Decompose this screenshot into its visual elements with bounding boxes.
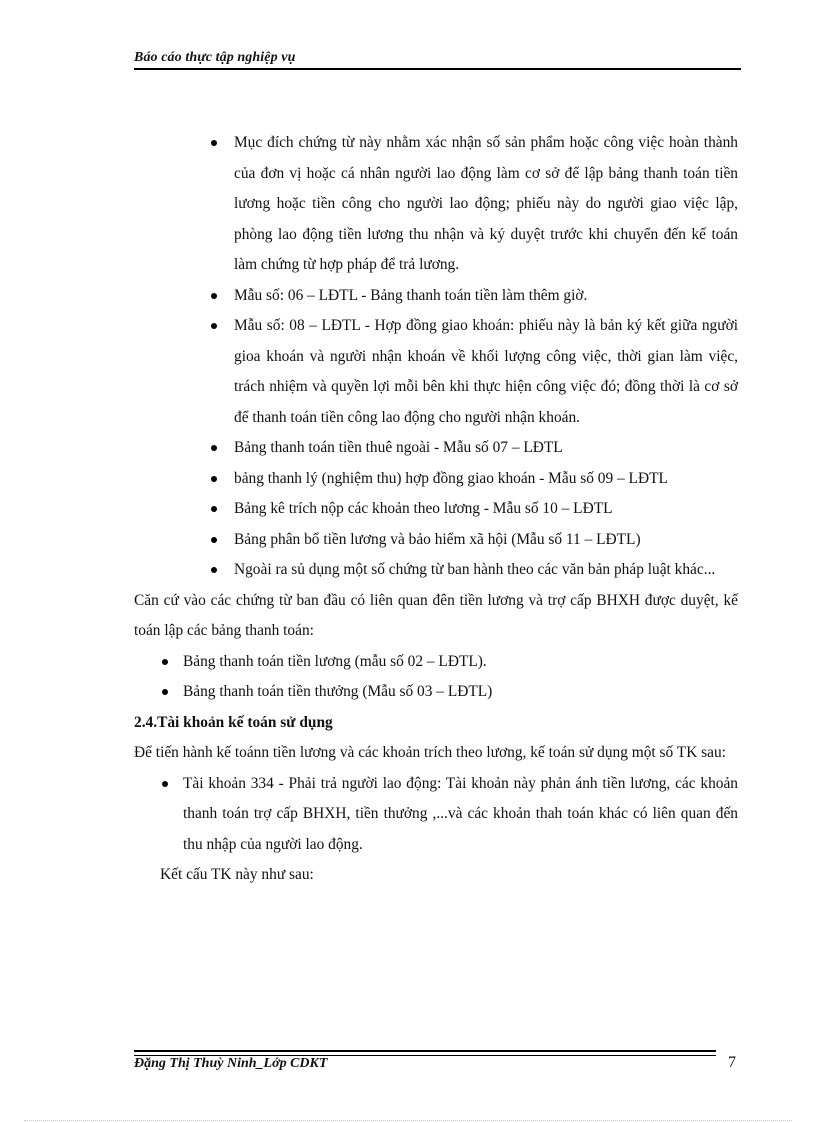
list-item xyxy=(134,433,738,464)
paragraph-accounts-intro: Để tiến hành kế toánn tiền lương và các khoản trích theo lương, kế toán sử dụng một số TK sau: xyxy=(134,744,726,761)
footer-author: Đặng Thị Thuỳ Ninh_Lớp CDKT xyxy=(134,1056,328,1071)
bullet-icon xyxy=(211,537,217,543)
page-number: 7 xyxy=(728,1054,736,1071)
bullet-icon xyxy=(211,445,217,451)
list-item-text: Bảng thanh toán tiền thuê ngoài - Mẫu số 07 – LĐTL xyxy=(234,439,563,456)
bullet-icon xyxy=(211,476,217,482)
bullet-icon xyxy=(211,293,217,299)
bullet-icon xyxy=(162,689,168,695)
list-item xyxy=(134,555,738,586)
list-item xyxy=(134,281,738,312)
list-item xyxy=(134,311,738,433)
bullet-icon xyxy=(211,567,217,573)
list-item-text: Bảng thanh toán tiền thưởng (Mẫu số 03 – LĐTL) xyxy=(183,683,493,700)
paragraph-account-structure: Kết cấu TK này như sau: xyxy=(160,866,314,883)
list-item xyxy=(134,128,738,281)
list-item xyxy=(134,769,738,861)
list-item-text: Mục đích chứng từ này nhằm xác nhận số sản phẩm hoặc công việc hoàn thành của đơn vị hoặc cá nhân người lao động làm cơ sở để lập bảng thanh toán tiền lương hoặc tiền công cho người lao động; phiếu này do người giao việc lập, phòng lao động tiền lương thu nhận và ký duyệt trước khi chuyển đến kế toán làm chứng từ hợp pháp để trả lương. xyxy=(234,134,738,273)
bullet-icon xyxy=(162,781,168,787)
list-item-text: bảng thanh lý (nghiệm thu) hợp đồng giao khoán - Mẫu số 09 – LĐTL xyxy=(234,469,668,487)
list-item xyxy=(134,647,738,678)
document-list-payroll-sheets xyxy=(134,647,738,708)
page-edge-divider xyxy=(24,1120,792,1121)
list-item-text: Bảng phân bổ tiền lương và bảo hiểm xã hội (Mẫu số 11 – LĐTL) xyxy=(234,530,641,548)
header-title: Báo cáo thực tập nghiệp vụ xyxy=(134,50,296,65)
page-header xyxy=(134,48,741,70)
list-item-text: Ngoài ra sủ dụng một số chứng từ ban hành theo các văn bản pháp luật khác... xyxy=(234,561,716,578)
document-list-forms xyxy=(134,128,738,586)
list-item xyxy=(134,464,738,495)
list-item-text: Tài khoản 334 - Phải trả người lao động: Tài khoản này phản ánh tiền lương, các khoản thanh toán trợ cấp BHXH, tiền thưởng ,...và các khoản thah toán khác có liên quan đến thu nhập của người lao động. xyxy=(183,774,738,853)
list-item-text: Bảng thanh toán tiền lương (mẫu số 02 – LĐTL). xyxy=(183,652,487,670)
document-list-accounts xyxy=(134,769,738,861)
section-heading: 2.4.Tài khoản kế toán sử dụng xyxy=(134,713,333,731)
list-item-text: Mẫu số: 06 – LĐTL - Bảng thanh toán tiền làm thêm giờ. xyxy=(234,286,588,304)
list-item xyxy=(134,677,738,708)
bullet-icon xyxy=(211,506,217,512)
list-item-text: Mẫu số: 08 – LĐTL - Hợp đồng giao khoán: phiếu này là bản ký kết giữa người gioa khoán và người nhận khoán về khối lượng công việc, thời gian làm việc, trách nhiệm và quyền lợi mỗi bên khi thực hiện công việc đó; đồng thời là cơ sở để thanh toán tiền công lao động cho người nhận khoán. xyxy=(234,317,738,426)
bullet-icon xyxy=(162,659,168,665)
bullet-icon xyxy=(211,323,217,329)
document-body xyxy=(134,128,738,891)
list-item xyxy=(134,525,738,556)
list-item-text: Bảng kê trích nộp các khoản theo lương - Mẫu số 10 – LĐTL xyxy=(234,500,613,517)
bullet-icon xyxy=(211,140,217,146)
list-item xyxy=(134,494,738,525)
paragraph-payroll-basis: Căn cứ vào các chứng từ ban đầu có liên quan đên tiền lương và trợ cấp BHXH được duyệt, kế toán lập các bảng thanh toán: xyxy=(134,591,738,639)
